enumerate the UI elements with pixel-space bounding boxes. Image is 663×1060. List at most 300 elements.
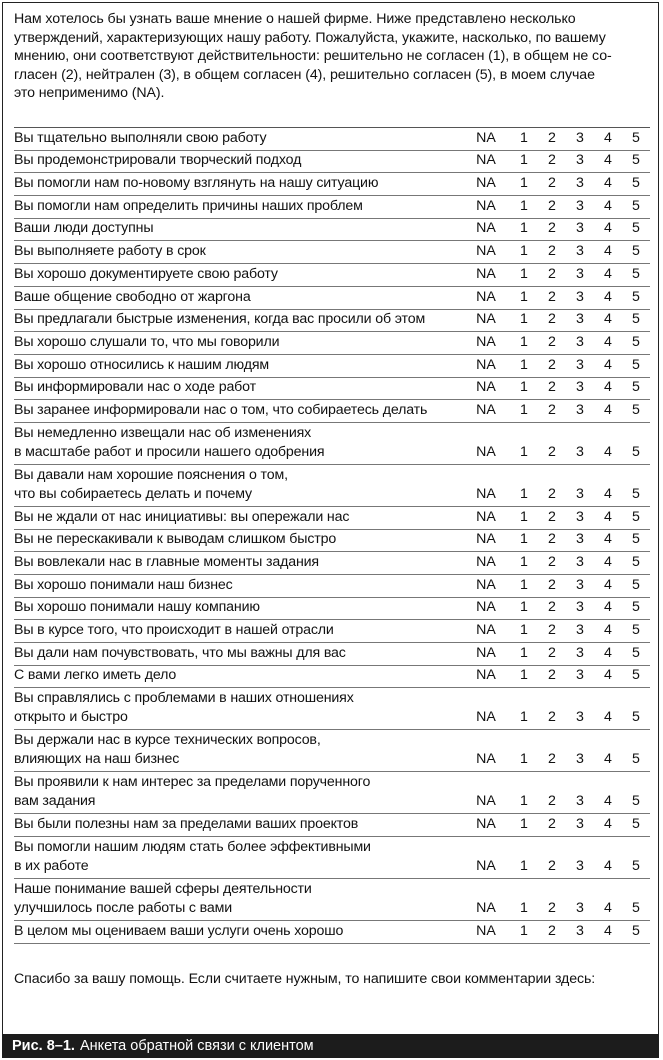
rating-option-4[interactable]: 4 — [604, 531, 612, 548]
rating-option-5[interactable]: 5 — [632, 709, 640, 726]
rating-option-1[interactable]: 1 — [520, 751, 528, 768]
rating-option-1[interactable]: 1 — [520, 311, 528, 328]
rating-option-5[interactable]: 5 — [632, 333, 640, 350]
rating-option-1[interactable]: 1 — [520, 265, 528, 282]
rating-option-4[interactable]: 4 — [604, 508, 612, 525]
rating-option-2[interactable]: 2 — [548, 443, 556, 460]
statement-line: Вы продемонстрировали творческий подход — [14, 152, 302, 169]
statement-line: влияющих на наш бизнес — [14, 751, 180, 768]
rating-scale — [474, 288, 650, 309]
rating-option-4[interactable]: 4 — [604, 793, 612, 810]
rating-option-5[interactable]: 5 — [632, 751, 640, 768]
rating-option-1[interactable]: 1 — [520, 288, 528, 305]
rating-option-2[interactable]: 2 — [548, 576, 556, 593]
rating-option-2[interactable]: 2 — [548, 401, 556, 418]
rating-option-1[interactable]: 1 — [520, 922, 528, 939]
rating-option-2[interactable]: 2 — [548, 152, 556, 169]
statement-line: вам задания — [14, 793, 96, 810]
rating-option-3[interactable]: 3 — [576, 622, 584, 639]
rating-scale — [474, 553, 650, 574]
statement-text — [14, 689, 474, 729]
rating-option-1[interactable]: 1 — [520, 243, 528, 260]
rating-option-4[interactable]: 4 — [604, 379, 612, 396]
statement-line: Вы в курсе того, что происходит в нашей отрасли — [14, 622, 334, 639]
rating-option-2[interactable]: 2 — [548, 531, 556, 548]
caption-text: Анкета обратной связи с клиентом — [79, 1038, 314, 1054]
statement-line: Вы тщательно выполняли свою работу — [14, 129, 267, 146]
statement-line: Вы вовлекали нас в главные моменты задания — [14, 554, 319, 570]
rating-option-5[interactable]: 5 — [632, 531, 640, 548]
rating-option-1[interactable]: 1 — [520, 356, 528, 373]
rating-option-na[interactable]: NA — [476, 356, 496, 373]
rating-option-3[interactable]: 3 — [576, 709, 584, 726]
rating-option-5[interactable]: 5 — [632, 220, 640, 237]
rating-option-3[interactable]: 3 — [576, 508, 584, 525]
rating-scale — [474, 857, 650, 878]
statement-text — [14, 815, 474, 836]
rating-option-4[interactable]: 4 — [604, 152, 612, 169]
survey-row — [14, 400, 650, 423]
rating-option-na[interactable]: NA — [476, 152, 496, 169]
rating-option-4[interactable]: 4 — [604, 554, 612, 570]
rating-scale — [474, 815, 650, 836]
statement-line: Вы были полезны нам за пределами ваших проектов — [14, 816, 359, 833]
rating-option-4[interactable]: 4 — [604, 288, 612, 305]
rating-option-3[interactable]: 3 — [576, 793, 584, 810]
rating-option-4[interactable]: 4 — [604, 599, 612, 616]
statement-text — [14, 197, 474, 218]
rating-option-5[interactable]: 5 — [632, 401, 640, 418]
rating-option-na[interactable]: NA — [476, 220, 496, 237]
rating-option-3[interactable]: 3 — [576, 401, 584, 418]
rating-option-4[interactable]: 4 — [604, 401, 612, 418]
statement-text — [14, 310, 474, 331]
rating-option-2[interactable]: 2 — [548, 667, 556, 684]
statement-line: Ваше общение свободно от жаргона — [14, 288, 251, 305]
rating-option-na[interactable]: NA — [476, 243, 496, 260]
rating-option-4[interactable]: 4 — [604, 816, 612, 833]
caption-label: Рис. 8–1. — [12, 1038, 75, 1054]
rating-option-4[interactable]: 4 — [604, 333, 612, 350]
rating-option-4[interactable]: 4 — [604, 751, 612, 768]
rating-option-na[interactable]: NA — [476, 793, 496, 810]
rating-option-5[interactable]: 5 — [632, 554, 640, 570]
rating-option-5[interactable]: 5 — [632, 356, 640, 373]
rating-option-2[interactable]: 2 — [548, 485, 556, 502]
statement-line: Вы не ждали от нас инициативы: вы опережали нас — [14, 508, 350, 525]
rating-option-5[interactable]: 5 — [632, 667, 640, 684]
rating-option-5[interactable]: 5 — [632, 265, 640, 282]
rating-option-5[interactable]: 5 — [632, 793, 640, 810]
rating-option-3[interactable]: 3 — [576, 576, 584, 593]
intro-line: это неприменимо (NA). — [14, 85, 165, 101]
rating-option-3[interactable]: 3 — [576, 243, 584, 260]
rating-option-1[interactable]: 1 — [520, 333, 528, 350]
rating-option-2[interactable]: 2 — [548, 793, 556, 810]
rating-option-1[interactable]: 1 — [520, 531, 528, 548]
statement-line: Вы заранее информировали нас о том, что собираетесь делать — [14, 401, 428, 418]
rating-scale — [474, 378, 650, 399]
rating-option-3[interactable]: 3 — [576, 288, 584, 305]
rating-scale — [474, 576, 650, 597]
statement-line: С вами легко иметь дело — [14, 667, 177, 684]
rating-scale — [474, 508, 650, 529]
statement-text — [14, 129, 474, 150]
rating-option-1[interactable]: 1 — [520, 129, 528, 146]
statement-text — [14, 466, 474, 506]
rating-option-2[interactable]: 2 — [548, 356, 556, 373]
rating-scale — [474, 310, 650, 331]
rating-option-1[interactable]: 1 — [520, 152, 528, 169]
rating-option-4[interactable]: 4 — [604, 356, 612, 373]
statement-line: Вы давали нам хорошие пояснения о том, — [14, 466, 288, 483]
rating-option-na[interactable]: NA — [476, 197, 496, 214]
rating-option-5[interactable]: 5 — [632, 508, 640, 525]
rating-scale — [474, 899, 650, 920]
statement-line: Ваши люди доступны — [14, 220, 154, 237]
rating-option-1[interactable]: 1 — [520, 508, 528, 525]
survey-row — [14, 879, 650, 921]
rating-option-1[interactable]: 1 — [520, 644, 528, 661]
rating-option-3[interactable]: 3 — [576, 922, 584, 939]
rating-option-2[interactable]: 2 — [548, 709, 556, 726]
statement-line: Вы хорошо понимали наш бизнес — [14, 576, 233, 593]
rating-option-na[interactable]: NA — [476, 900, 496, 917]
comments-prompt: Спасибо за вашу помощь. Если считаете нужным, то напишите свои комментарии здесь: — [14, 971, 596, 987]
statement-text — [14, 265, 474, 286]
statement-line: Вы проявили к нам интерес за пределами порученного — [14, 774, 371, 791]
rating-option-2[interactable]: 2 — [548, 379, 556, 396]
rating-option-3[interactable]: 3 — [576, 900, 584, 917]
survey-row — [14, 151, 650, 174]
rating-option-4[interactable]: 4 — [604, 667, 612, 684]
rating-option-5[interactable]: 5 — [632, 485, 640, 502]
rating-option-na[interactable]: NA — [476, 576, 496, 593]
rating-option-5[interactable]: 5 — [632, 175, 640, 192]
statement-line: что вы собираетесь делать и почему — [14, 485, 252, 502]
rating-option-1[interactable]: 1 — [520, 599, 528, 616]
statement-line: в их работе — [14, 858, 89, 875]
rating-option-5[interactable]: 5 — [632, 311, 640, 328]
rating-option-1[interactable]: 1 — [520, 667, 528, 684]
statement-line: в масштабе работ и просили нашего одобрения — [14, 443, 325, 460]
statement-text — [14, 922, 474, 943]
rating-option-na[interactable]: NA — [476, 401, 496, 418]
rating-option-4[interactable]: 4 — [604, 622, 612, 639]
rating-option-4[interactable]: 4 — [604, 311, 612, 328]
rating-scale — [474, 485, 650, 506]
rating-option-1[interactable]: 1 — [520, 709, 528, 726]
statement-line: Вы хорошо понимали нашу компанию — [14, 599, 260, 616]
statement-line: Вы не перескакивали к выводам слишком быстро — [14, 531, 337, 548]
survey-row — [14, 264, 650, 287]
rating-option-1[interactable]: 1 — [520, 793, 528, 810]
rating-option-na[interactable]: NA — [476, 531, 496, 548]
statement-text — [14, 731, 474, 771]
rating-option-2[interactable]: 2 — [548, 243, 556, 260]
rating-option-1[interactable]: 1 — [520, 576, 528, 593]
rating-option-3[interactable]: 3 — [576, 554, 584, 570]
rating-option-na[interactable]: NA — [476, 858, 496, 875]
survey-row — [14, 128, 650, 151]
rating-option-3[interactable]: 3 — [576, 197, 584, 214]
rating-option-2[interactable]: 2 — [548, 220, 556, 237]
rating-option-2[interactable]: 2 — [548, 922, 556, 939]
rating-option-3[interactable]: 3 — [576, 644, 584, 661]
rating-option-na[interactable]: NA — [476, 379, 496, 396]
rating-option-4[interactable]: 4 — [604, 922, 612, 939]
rating-option-4[interactable]: 4 — [604, 485, 612, 502]
rating-option-3[interactable]: 3 — [576, 858, 584, 875]
rating-option-1[interactable]: 1 — [520, 858, 528, 875]
statement-line: Вы немедленно извещали нас об изменениях — [14, 424, 312, 441]
rating-option-na[interactable]: NA — [476, 508, 496, 525]
survey-row — [14, 552, 650, 575]
statement-text — [14, 666, 474, 687]
rating-option-na[interactable]: NA — [476, 709, 496, 726]
statement-text — [14, 424, 474, 464]
intro-paragraph — [14, 10, 650, 103]
survey-row — [14, 730, 650, 772]
rating-option-3[interactable]: 3 — [576, 265, 584, 282]
rating-option-na[interactable]: NA — [476, 175, 496, 192]
rating-option-4[interactable]: 4 — [604, 220, 612, 237]
statement-line: Вы дали нам почувствовать, что мы важны для вас — [14, 644, 346, 661]
survey-row — [14, 507, 650, 530]
rating-scale — [474, 333, 650, 354]
rating-option-3[interactable]: 3 — [576, 379, 584, 396]
rating-option-2[interactable]: 2 — [548, 288, 556, 305]
rating-scale — [474, 750, 650, 771]
statement-text — [14, 530, 474, 551]
statement-line: Вы хорошо документируете свою работу — [14, 265, 278, 282]
rating-option-1[interactable]: 1 — [520, 554, 528, 570]
rating-option-1[interactable]: 1 — [520, 197, 528, 214]
rating-option-2[interactable]: 2 — [548, 622, 556, 639]
rating-option-2[interactable]: 2 — [548, 311, 556, 328]
rating-option-5[interactable]: 5 — [632, 858, 640, 875]
rating-option-4[interactable]: 4 — [604, 443, 612, 460]
rating-option-5[interactable]: 5 — [632, 379, 640, 396]
survey-row — [14, 837, 650, 879]
rating-option-4[interactable]: 4 — [604, 197, 612, 214]
intro-line: Нам хотелось бы узнать ваше мнение о нашей фирме. Ниже представлено несколько — [14, 11, 576, 27]
rating-option-na[interactable]: NA — [476, 554, 496, 570]
rating-option-3[interactable]: 3 — [576, 531, 584, 548]
statement-line: Вы справлялись с проблемами в наших отношениях — [14, 690, 354, 707]
survey-row — [14, 666, 650, 689]
survey-row — [14, 423, 650, 465]
rating-option-5[interactable]: 5 — [632, 599, 640, 616]
rating-scale — [474, 129, 650, 150]
rating-option-2[interactable]: 2 — [548, 599, 556, 616]
rating-option-1[interactable]: 1 — [520, 401, 528, 418]
rating-scale — [474, 792, 650, 813]
intro-line: гласен (2), нейтрален (3), в общем согласен (4), решительно согласен (5), в моем случае — [14, 66, 595, 83]
statement-text — [14, 151, 474, 172]
statement-text — [14, 508, 474, 529]
rating-option-3[interactable]: 3 — [576, 152, 584, 169]
survey-row — [14, 310, 650, 333]
intro-line: утверждений, характеризующих нашу работу. Пожалуйста, укажите, насколько, по вашему — [14, 29, 606, 46]
statement-text — [14, 644, 474, 665]
rating-option-4[interactable]: 4 — [604, 900, 612, 917]
rating-option-na[interactable]: NA — [476, 816, 496, 833]
statement-line: Вы хорошо слушали то, что мы говорили — [14, 333, 280, 350]
rating-scale — [474, 197, 650, 218]
statement-text — [14, 621, 474, 642]
rating-option-3[interactable]: 3 — [576, 356, 584, 373]
rating-option-5[interactable]: 5 — [632, 576, 640, 593]
rating-option-5[interactable]: 5 — [632, 197, 640, 214]
rating-option-3[interactable]: 3 — [576, 333, 584, 350]
rating-option-1[interactable]: 1 — [520, 443, 528, 460]
rating-scale — [474, 265, 650, 286]
rating-option-5[interactable]: 5 — [632, 243, 640, 260]
rating-option-2[interactable]: 2 — [548, 858, 556, 875]
rating-option-3[interactable]: 3 — [576, 599, 584, 616]
statement-line: Вы информировали нас о ходе работ — [14, 379, 256, 396]
rating-scale — [474, 644, 650, 665]
rating-scale — [474, 530, 650, 551]
rating-scale — [474, 666, 650, 687]
rating-scale — [474, 401, 650, 422]
rating-option-3[interactable]: 3 — [576, 129, 584, 146]
survey-row — [14, 814, 650, 837]
rating-option-1[interactable]: 1 — [520, 816, 528, 833]
rating-option-4[interactable]: 4 — [604, 243, 612, 260]
statement-line: Вы помогли нам по-новому взглянуть на нашу ситуацию — [14, 175, 379, 192]
rating-option-3[interactable]: 3 — [576, 485, 584, 502]
rating-option-5[interactable]: 5 — [632, 288, 640, 305]
rating-option-5[interactable]: 5 — [632, 644, 640, 661]
rating-option-1[interactable]: 1 — [520, 622, 528, 639]
statement-line: Вы хорошо относились к нашим людям — [14, 356, 269, 373]
rating-option-na[interactable]: NA — [476, 265, 496, 282]
rating-option-4[interactable]: 4 — [604, 644, 612, 661]
rating-option-na[interactable]: NA — [476, 485, 496, 502]
rating-option-3[interactable]: 3 — [576, 816, 584, 833]
rating-option-2[interactable]: 2 — [548, 175, 556, 192]
rating-option-na[interactable]: NA — [476, 443, 496, 460]
survey-row — [14, 921, 650, 944]
statement-text — [14, 378, 474, 399]
rating-option-2[interactable]: 2 — [548, 265, 556, 282]
rating-option-2[interactable]: 2 — [548, 129, 556, 146]
rating-option-3[interactable]: 3 — [576, 443, 584, 460]
rating-scale — [474, 356, 650, 377]
survey-row — [14, 620, 650, 643]
rating-option-1[interactable]: 1 — [520, 220, 528, 237]
rating-option-1[interactable]: 1 — [520, 175, 528, 192]
survey-row — [14, 287, 650, 310]
rating-option-5[interactable]: 5 — [632, 622, 640, 639]
statement-text — [14, 288, 474, 309]
rating-option-1[interactable]: 1 — [520, 485, 528, 502]
rating-option-4[interactable]: 4 — [604, 129, 612, 146]
rating-option-na[interactable]: NA — [476, 644, 496, 661]
rating-option-2[interactable]: 2 — [548, 333, 556, 350]
rating-option-3[interactable]: 3 — [576, 311, 584, 328]
statement-line: Вы помогли нашим людям стать более эффективными — [14, 839, 371, 856]
rating-option-5[interactable]: 5 — [632, 922, 640, 939]
rating-option-na[interactable]: NA — [476, 599, 496, 616]
statement-line: улучшилось после работы с вами — [14, 900, 232, 917]
rating-option-na[interactable]: NA — [476, 288, 496, 305]
rating-option-3[interactable]: 3 — [576, 175, 584, 192]
rating-option-2[interactable]: 2 — [548, 644, 556, 661]
statement-text — [14, 401, 474, 422]
rating-option-5[interactable]: 5 — [632, 900, 640, 917]
statement-line: открыто и быстро — [14, 709, 128, 726]
rating-option-4[interactable]: 4 — [604, 265, 612, 282]
rating-option-na[interactable]: NA — [476, 311, 496, 328]
survey-row — [14, 575, 650, 598]
rating-option-5[interactable]: 5 — [632, 816, 640, 833]
rating-scale — [474, 443, 650, 464]
survey-row — [14, 772, 650, 814]
rating-option-na[interactable]: NA — [476, 129, 496, 146]
rating-option-na[interactable]: NA — [476, 922, 496, 939]
survey-row — [14, 332, 650, 355]
rating-option-4[interactable]: 4 — [604, 175, 612, 192]
survey-row — [14, 355, 650, 378]
rating-option-4[interactable]: 4 — [604, 858, 612, 875]
statement-line: Вы держали нас в курсе технических вопросов, — [14, 732, 321, 749]
rating-option-2[interactable]: 2 — [548, 816, 556, 833]
rating-option-4[interactable]: 4 — [604, 576, 612, 593]
rating-option-3[interactable]: 3 — [576, 751, 584, 768]
survey-row — [14, 241, 650, 264]
survey-row — [14, 530, 650, 553]
statement-text — [14, 598, 474, 619]
rating-option-2[interactable]: 2 — [548, 554, 556, 570]
survey-row — [14, 465, 650, 507]
rating-option-2[interactable]: 2 — [548, 508, 556, 525]
survey-row — [14, 219, 650, 242]
statement-text — [14, 174, 474, 195]
rating-scale — [474, 621, 650, 642]
statement-line: Вы помогли нам определить причины наших проблем — [14, 197, 363, 214]
rating-scale — [474, 174, 650, 195]
rating-option-5[interactable]: 5 — [632, 443, 640, 460]
survey-row — [14, 173, 650, 196]
rating-option-na[interactable]: NA — [476, 751, 496, 768]
statement-text — [14, 838, 474, 878]
rating-scale — [474, 242, 650, 263]
rating-scale — [474, 708, 650, 729]
rating-option-1[interactable]: 1 — [520, 379, 528, 396]
rating-option-1[interactable]: 1 — [520, 900, 528, 917]
rating-option-3[interactable]: 3 — [576, 220, 584, 237]
rating-option-5[interactable]: 5 — [632, 129, 640, 146]
statement-text — [14, 576, 474, 597]
rating-option-na[interactable]: NA — [476, 333, 496, 350]
statement-text — [14, 553, 474, 574]
statement-text — [14, 880, 474, 920]
rating-option-na[interactable]: NA — [476, 667, 496, 684]
statement-text — [14, 242, 474, 263]
rating-option-2[interactable]: 2 — [548, 751, 556, 768]
rating-option-4[interactable]: 4 — [604, 709, 612, 726]
rating-option-na[interactable]: NA — [476, 622, 496, 639]
rating-option-3[interactable]: 3 — [576, 667, 584, 684]
rating-option-2[interactable]: 2 — [548, 197, 556, 214]
rating-option-2[interactable]: 2 — [548, 900, 556, 917]
rating-option-5[interactable]: 5 — [632, 152, 640, 169]
survey-row — [14, 196, 650, 219]
rating-scale — [474, 598, 650, 619]
